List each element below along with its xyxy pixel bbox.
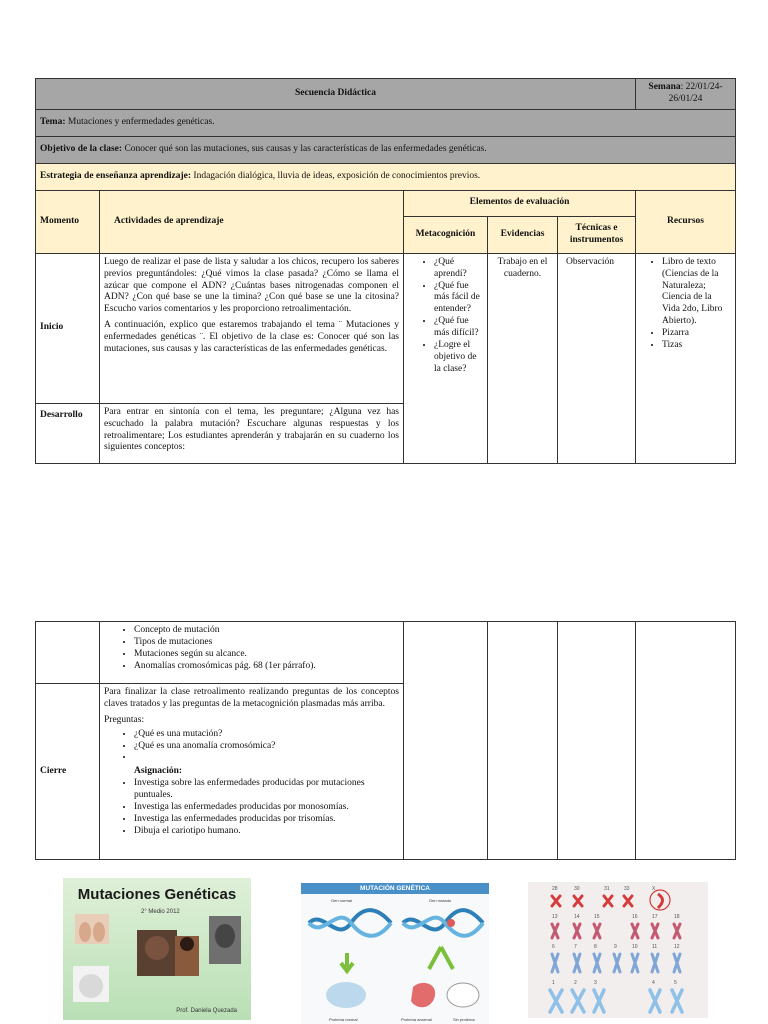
col-momento: Momento — [36, 190, 100, 253]
svg-text:14: 14 — [574, 914, 580, 920]
inicio-paragraph-2: A continuación, explico que estaremos trabajando el tema ¨ Mutaciones y enfermedades genéticas ¨. El objetivo de la clase es: Conocer qué son las mutaciones, sus causas y las características de las enfermedades genéticas. — [104, 320, 399, 354]
cierre-text: Para finalizar la clase retroalimento realizando preguntas de los conceptos claves tratados y las preguntas de la metacognición plasmadas más arriba. — [104, 687, 399, 709]
objetivo-row — [36, 136, 736, 163]
asignacion-label: Asignación: — [134, 766, 183, 777]
svg-text:2: 2 — [574, 980, 577, 986]
recursos-cell — [636, 253, 736, 463]
list-item — [134, 752, 399, 764]
inicio-paragraph-1: Luego de realizar el pase de lista y saludar a los chicos, recupero los saberes previos preguntándoles: ¿Qué vimos la clase pasada? ¿Cómo se llama el azúcar que compone el ADN? ¿Cuántas bases nitrogenadas componen el ADN? ¿Con qué base se une la timina? ¿Con qué base se une la citosina? Escucho varios comentarios y les proporciono retroalimentación. — [104, 256, 399, 315]
svg-text:16: 16 — [632, 914, 638, 920]
lesson-table-page2 — [35, 621, 736, 860]
slide-author: Prof. Daniela Quezada — [176, 1008, 237, 1014]
svg-text:9: 9 — [614, 944, 617, 950]
list-item: • Investiga sobre las enfermedades producidas por mutaciones puntuales. — [134, 778, 399, 802]
tecnicas-cell-cont — [558, 622, 636, 860]
tema-value: Mutaciones y enfermedades genéticas. — [65, 116, 215, 127]
dna-mutation-image — [301, 883, 489, 1024]
slide-subtitle: 2° Medio 2012 — [141, 909, 180, 915]
list-item: • ¿Qué fue más fácil de entender? — [434, 281, 483, 317]
dna-caption-3: Sin proteína — [453, 1017, 475, 1022]
slide-photos — [63, 878, 251, 1020]
dna-left-label: Gen normal — [331, 898, 352, 903]
svg-text:33: 33 — [624, 886, 630, 892]
slide-title: Mutaciones Genéticas — [77, 886, 237, 903]
col-tecnicas: Técnicas e instrumentos — [558, 216, 636, 253]
week-label: Semana — [648, 82, 681, 92]
dna-caption-2: Proteína anormal — [401, 1017, 432, 1022]
evidencias-cell: Trabajo en el cuaderno. — [488, 253, 558, 463]
svg-text:5: 5 — [674, 980, 677, 986]
list-item: • ¿Qué fue más difícil? — [434, 316, 483, 340]
metacognicion-cell — [404, 253, 488, 463]
svg-text:3: 3 — [594, 980, 597, 986]
dna-caption-1: Proteína normal — [329, 1017, 358, 1022]
momento-inicio: Inicio — [36, 253, 100, 403]
svg-text:10: 10 — [632, 944, 638, 950]
karyotype-diagram — [528, 882, 708, 1018]
col-evidencias: Evidencias — [488, 216, 558, 253]
mutaciones-slide-image — [63, 878, 251, 1020]
momento-desarrollo: Desarrollo — [36, 403, 100, 463]
list-item: • ¿Qué aprendí? — [434, 257, 483, 281]
inicio-activities — [100, 253, 404, 403]
list-item: • Libro de texto (Ciencias de la Naturaleza; Ciencia de la Vida 2do, Libro Abierto). — [662, 257, 731, 328]
svg-text:4: 4 — [652, 980, 655, 986]
svg-text:31: 31 — [604, 886, 610, 892]
estrategia-value: Indagación dialógica, lluvia de ideas, exposición de conocimientos previos. — [191, 170, 481, 181]
karyotype-image — [528, 882, 708, 1018]
svg-text:8: 8 — [594, 944, 597, 950]
week-cell — [636, 79, 736, 110]
svg-text:15: 15 — [594, 914, 600, 920]
desarrollo-text: Para entrar en sintonía con el tema, les preguntare; ¿Alguna vez has escuchado la palabra mutación? Escuchare algunas respuestas y los retroalimentare; Los estudiantes aprenderán y trabajarán en su cuaderno los siguientes conceptos: — [100, 403, 404, 463]
estrategia-row — [36, 163, 736, 190]
dna-diagram — [301, 883, 489, 1024]
svg-text:13: 13 — [552, 914, 558, 920]
col-recursos: Recursos — [636, 190, 736, 253]
tema-label: Tema: — [40, 116, 66, 127]
list-item: • Investiga las enfermedades producidas por monosomías. — [134, 802, 399, 814]
svg-text:30: 30 — [574, 886, 580, 892]
list-item: • ¿Qué es una mutación? — [134, 729, 399, 741]
dna-right-label: Gen mutado — [429, 898, 452, 903]
momento-cierre: Cierre — [36, 684, 100, 860]
list-item: • Investiga las enfermedades producidas por trisomías. — [134, 814, 399, 826]
evidencias-cell-cont — [488, 622, 558, 860]
list-item: • ¿Qué es una anomalía cromosómica? — [134, 741, 399, 753]
list-item: • Tipos de mutaciones — [134, 637, 399, 649]
svg-text:7: 7 — [574, 944, 577, 950]
list-item: • Concepto de mutación — [134, 625, 399, 637]
tema-row — [36, 109, 736, 136]
tecnicas-cell: Observación — [558, 253, 636, 463]
list-item: • Dibuja el cariotipo humano. — [134, 826, 399, 838]
objetivo-label: Objetivo de la clase: — [40, 143, 123, 154]
col-elementos: Elementos de evaluación — [404, 190, 636, 216]
estrategia-label: Estrategia de enseñanza aprendizaje: — [40, 170, 192, 181]
dna-title: MUTACIÓN GENÉTICA — [301, 883, 489, 894]
list-item: • Mutaciones según su alcance. — [134, 649, 399, 661]
cierre-activities — [100, 684, 404, 860]
metacognicion-cell-cont — [404, 622, 488, 860]
week-value: : 22/01/24-26/01/24 — [668, 82, 723, 104]
preguntas-label: Preguntas: — [104, 714, 145, 725]
col-metacognicion: Metacognición — [404, 216, 488, 253]
svg-text:11: 11 — [652, 944, 658, 950]
lesson-table-page1 — [35, 78, 736, 464]
svg-text:12: 12 — [674, 944, 680, 950]
list-item: • ¿Logre el objetivo de la clase? — [434, 340, 483, 376]
svg-text:X: X — [652, 886, 656, 892]
svg-text:1: 1 — [552, 980, 555, 986]
svg-text:17: 17 — [652, 914, 658, 920]
desarrollo-concepts — [100, 622, 404, 684]
list-item: • Anomalías cromosómicas pág. 68 (1er párrafo). — [134, 661, 399, 673]
objetivo-value: Conocer qué son las mutaciones, sus causas y las características de las enfermedades genéticas. — [122, 143, 487, 154]
list-item: • Tizas — [662, 340, 731, 352]
table-title: Secuencia Didáctica — [36, 79, 636, 110]
recursos-cell-cont — [636, 622, 736, 860]
svg-text:6: 6 — [552, 944, 555, 950]
col-actividades: Actividades de aprendizaje — [100, 190, 404, 253]
list-item: • Pizarra — [662, 328, 731, 340]
svg-text:28: 28 — [552, 886, 558, 892]
momento-desarrollo-cont — [36, 622, 100, 684]
svg-text:18: 18 — [674, 914, 680, 920]
